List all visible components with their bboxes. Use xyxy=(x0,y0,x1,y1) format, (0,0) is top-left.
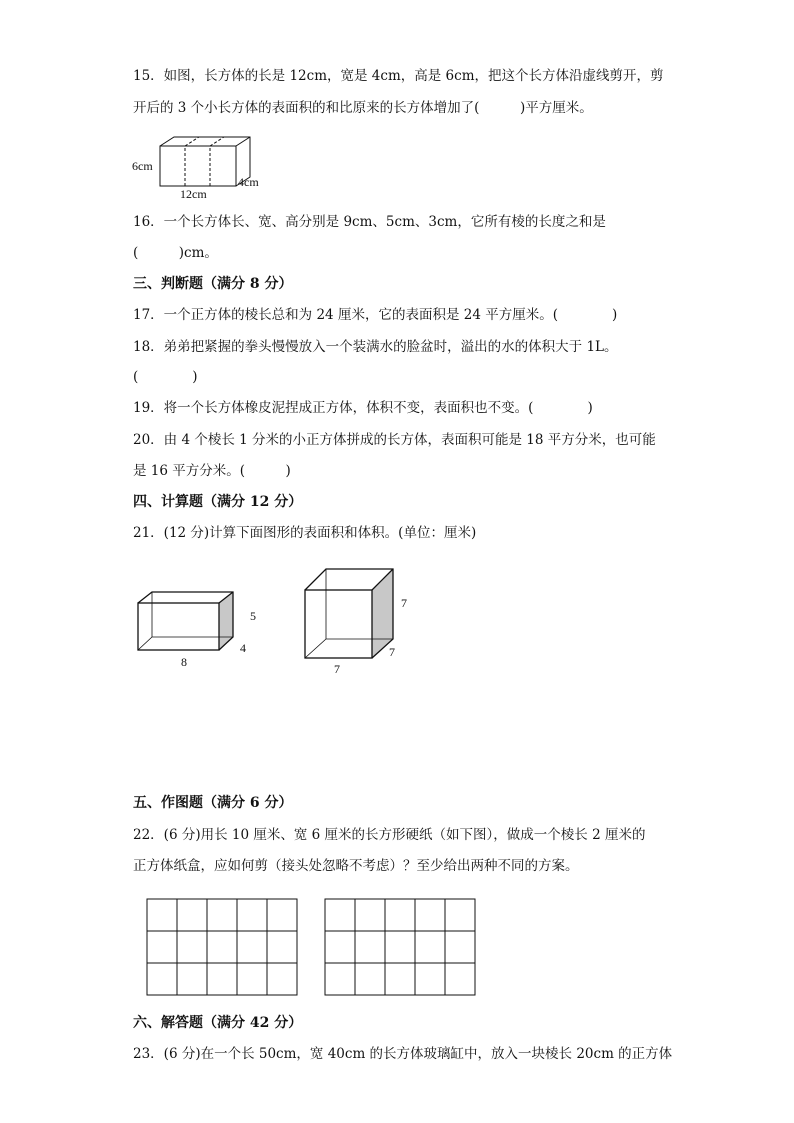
q15-cut-lines xyxy=(185,137,224,186)
grid-cell xyxy=(445,931,475,963)
q22-grid-right xyxy=(324,898,476,996)
grid-cell xyxy=(207,963,237,995)
q15-line1: 15．如图，长方体的长是 12cm，宽是 4cm，高是 6cm，把这个长方体沿虚线剪开，剪 xyxy=(133,68,664,84)
grid-cell xyxy=(147,963,177,995)
grid-cell xyxy=(385,963,415,995)
q18-line2: ( ) xyxy=(133,369,198,385)
q22-grid-left xyxy=(146,898,298,996)
grid-cell xyxy=(385,931,415,963)
q23-line1: 23．(6 分)在一个长 50cm，宽 40cm 的长方体玻璃缸中，放入一块棱长 20cm 的正方体 xyxy=(133,1046,673,1062)
grid-cell xyxy=(445,963,475,995)
q19: 19．将一个长方体橡皮泥捏成正方体，体积不变，表面积也不变。( ) xyxy=(133,400,593,416)
q15-line2: 开后的 3 个小长方体的表面积的和比原来的长方体增加了( )平方厘米。 xyxy=(133,100,593,116)
q15-front-face xyxy=(160,146,236,186)
grid-cell xyxy=(325,899,355,931)
grid-cell xyxy=(237,899,267,931)
grid-cell xyxy=(177,931,207,963)
q18-line1: 18．弟弟把紧握的拳头慢慢放入一个装满水的脸盆时，溢出的水的体积大于 1L。 xyxy=(133,339,618,355)
grid-cell xyxy=(267,899,297,931)
section-3-heading: 三、判断题（满分 8 分） xyxy=(133,276,293,292)
grid-cell xyxy=(325,931,355,963)
q20-line1: 20．由 4 个棱长 1 分米的小正方体拼成的长方体，表面积可能是 18 平方分米，也可能 xyxy=(133,432,656,448)
q21-cube-figure xyxy=(300,562,420,682)
section-6-heading: 六、解答题（满分 42 分） xyxy=(133,1015,303,1031)
grid-cell xyxy=(237,963,267,995)
grid-cell xyxy=(207,899,237,931)
section-4-heading: 四、计算题（满分 12 分） xyxy=(133,494,303,510)
section-5-heading: 五、作图题（满分 6 分） xyxy=(133,795,293,811)
q21-cuboid-length-label: 8 xyxy=(181,655,187,669)
q20-line2: 是 16 平方分米。( ) xyxy=(133,463,291,479)
grid-cell xyxy=(207,931,237,963)
q21-cuboid-height-label: 5 xyxy=(250,609,256,623)
grid-cell xyxy=(177,963,207,995)
q22-line2: 正方体纸盒，应如何剪（接头处忽略不考虑）？至少给出两种不同的方案。 xyxy=(133,858,579,874)
q15-length-label: 12cm xyxy=(180,187,207,201)
q21-text: 21．(12 分)计算下面图形的表面积和体积。(单位：厘米) xyxy=(133,525,477,541)
q21-cuboid-figure xyxy=(130,582,270,672)
q15-height-label: 6cm xyxy=(132,159,153,173)
grid-cell xyxy=(325,963,355,995)
q21-cuboid-width-label: 4 xyxy=(240,641,246,655)
q21-cube-width-label: 7 xyxy=(389,645,395,659)
q21-cube-height-label: 7 xyxy=(401,596,407,610)
q22-line1: 22．(6 分)用长 10 厘米、宽 6 厘米的长方形硬纸（如下图），做成一个棱长 2 厘米的 xyxy=(133,827,646,843)
grid-cell xyxy=(147,931,177,963)
grid-cell xyxy=(355,963,385,995)
q21-cube-length-label: 7 xyxy=(334,662,340,676)
grid-cell xyxy=(355,899,385,931)
q16-line1: 16．一个长方体长、宽、高分别是 9cm、5cm、3cm，它所有棱的长度之和是 xyxy=(133,214,606,230)
grid-cell xyxy=(445,899,475,931)
grid-cell xyxy=(415,931,445,963)
grid-cell xyxy=(237,931,267,963)
q17: 17．一个正方体的棱长总和为 24 厘米，它的表面积是 24 平方厘米。( ) xyxy=(133,307,618,323)
q16-line2: ( )cm。 xyxy=(133,245,218,261)
grid-cell xyxy=(385,899,415,931)
q15-cuboid-figure xyxy=(130,132,270,202)
grid-cell xyxy=(415,963,445,995)
q15-width-label: 4cm xyxy=(238,175,259,189)
grid-cell xyxy=(147,899,177,931)
grid-cell xyxy=(415,899,445,931)
grid-cell xyxy=(267,931,297,963)
grid-cell xyxy=(355,931,385,963)
grid-cell xyxy=(267,963,297,995)
grid-cell xyxy=(177,899,207,931)
